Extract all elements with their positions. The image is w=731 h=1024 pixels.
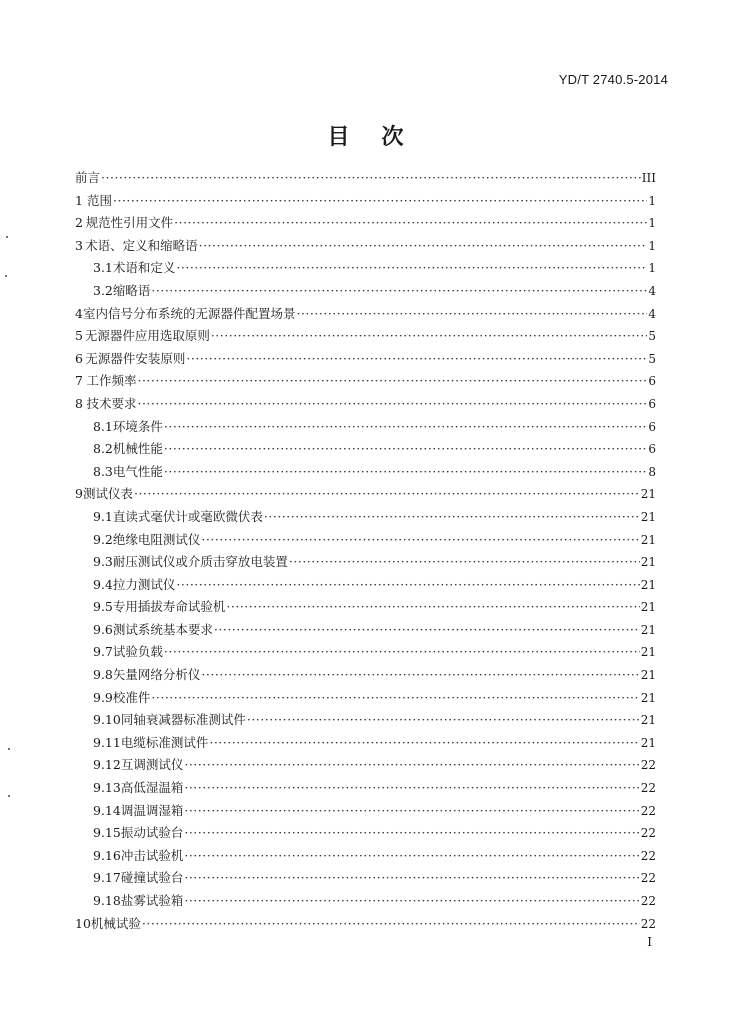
toc-entry-label: 无源器件应用选取原则 xyxy=(84,328,210,344)
toc-entry[interactable] xyxy=(75,755,656,778)
toc-leader-dots xyxy=(176,577,639,592)
toc-entry-number: 2 xyxy=(75,215,83,231)
toc-entry-page: 5 xyxy=(648,329,656,344)
toc-entry-label: 直读式毫伏计或毫欧微伏表 xyxy=(112,508,263,524)
toc-entry[interactable] xyxy=(75,710,656,733)
toc-entry-page: 1 xyxy=(648,261,656,276)
toc-leader-dots xyxy=(174,215,647,230)
toc-entry-label: 无源器件安装原则 xyxy=(85,350,186,366)
toc-leader-dots xyxy=(184,848,639,863)
toc-entry-page: 1 xyxy=(648,193,656,208)
toc-leader-dots xyxy=(151,283,647,298)
toc-entry-page: 22 xyxy=(640,916,656,931)
toc-entry-label: 电缆标准测试件 xyxy=(120,734,209,750)
toc-entry-page: 6 xyxy=(648,419,656,434)
toc-entry-page: 21 xyxy=(640,690,656,705)
toc-entry[interactable] xyxy=(75,439,656,462)
toc-entry[interactable] xyxy=(75,462,656,485)
toc-entry[interactable] xyxy=(75,507,656,530)
toc-entry-label: 拉力测试仪 xyxy=(112,576,176,592)
toc-entry[interactable] xyxy=(75,371,656,394)
toc-entry-number: 8.3 xyxy=(93,463,113,479)
toc-leader-dots xyxy=(289,554,640,569)
toc-entry-page: 21 xyxy=(640,509,656,524)
toc-entry-label: 测试系统基本要求 xyxy=(112,621,213,637)
toc-entry-number: 前 xyxy=(75,170,88,185)
toc-entry-number: 3.2 xyxy=(93,282,113,298)
toc-entry-page: 21 xyxy=(640,577,656,592)
toc-entry[interactable] xyxy=(75,868,656,891)
toc-entry-label: 缩略语 xyxy=(112,282,151,298)
toc-leader-dots xyxy=(137,396,647,411)
toc-entry-label: 盐雾试验箱 xyxy=(120,893,184,908)
toc-entry[interactable] xyxy=(75,597,656,620)
toc-leader-dots xyxy=(184,893,639,908)
toc-entry[interactable] xyxy=(75,801,656,824)
toc-entry-page: 21 xyxy=(640,713,656,728)
toc-entry[interactable] xyxy=(75,620,656,643)
toc-entry[interactable] xyxy=(75,281,656,304)
toc-entry-label: 校准件 xyxy=(112,689,151,705)
toc-leader-dots xyxy=(214,622,640,637)
toc-entry[interactable] xyxy=(75,417,656,440)
document-id: YD/T 2740.5-2014 xyxy=(558,72,668,87)
scan-speck xyxy=(8,795,10,797)
toc-entry[interactable] xyxy=(75,688,656,711)
toc-entry-page: 22 xyxy=(640,758,656,773)
toc-entry-label: 调温调湿箱 xyxy=(120,802,184,818)
toc-entry-number: 9.7 xyxy=(93,644,113,660)
toc-entry-page: 22 xyxy=(640,781,656,796)
toc-entry[interactable] xyxy=(75,733,656,756)
toc-leader-dots xyxy=(113,193,647,208)
toc-entry-page: 4 xyxy=(648,283,656,298)
scan-speck xyxy=(8,748,10,750)
toc-entry[interactable] xyxy=(75,191,656,214)
toc-entry-number: 9 xyxy=(75,486,83,502)
toc-entry[interactable] xyxy=(75,394,656,417)
toc-entry-page: 6 xyxy=(648,442,656,457)
toc-entry-page: 21 xyxy=(640,555,656,570)
toc-leader-dots xyxy=(184,825,639,840)
toc-entry-number: 1 xyxy=(75,192,83,208)
toc-entry-label: 同轴衰减器标准测试件 xyxy=(120,712,246,728)
toc-entry-number: 8 xyxy=(75,395,83,411)
toc-entry-page: 22 xyxy=(640,826,656,841)
toc-leader-dots xyxy=(164,464,647,479)
toc-entry[interactable] xyxy=(75,891,656,914)
toc-leader-dots xyxy=(199,238,648,253)
toc-entry-label: 测试仪表 xyxy=(82,486,133,502)
toc-leader-dots xyxy=(209,735,639,750)
toc-entry-label: 试验负载 xyxy=(112,644,163,660)
scan-speck xyxy=(5,275,7,277)
toc-entry[interactable] xyxy=(75,168,656,191)
table-of-contents xyxy=(75,168,656,936)
toc-leader-dots xyxy=(101,170,641,185)
toc-leader-dots xyxy=(184,757,639,772)
toc-entry-number: 8.1 xyxy=(93,418,113,434)
toc-entry[interactable] xyxy=(75,236,656,259)
toc-leader-dots xyxy=(151,690,639,705)
toc-entry-page: 4 xyxy=(648,306,656,321)
toc-entry-label: 言 xyxy=(87,170,101,185)
toc-entry-label: 冲击试验机 xyxy=(120,847,184,863)
toc-entry-number: 9.2 xyxy=(93,531,113,547)
scan-speck xyxy=(6,236,8,238)
toc-entry-page: 21 xyxy=(640,532,656,547)
toc-entry-label: 术语、定义和缩略语 xyxy=(85,237,198,253)
toc-leader-dots xyxy=(134,486,640,501)
toc-entry-number: 9.13 xyxy=(93,780,121,796)
toc-entry-label: 电气性能 xyxy=(112,463,163,479)
toc-entry-page: 1 xyxy=(648,216,656,231)
toc-entry-number: 9.18 xyxy=(93,893,121,908)
toc-entry-label: 绝缘电阻测试仪 xyxy=(112,531,201,547)
toc-entry-number: 5 xyxy=(75,328,83,344)
toc-entry-page: 22 xyxy=(640,803,656,818)
toc-entry[interactable] xyxy=(75,665,656,688)
toc-entry-number: 9.3 xyxy=(93,554,113,570)
toc-entry[interactable] xyxy=(75,552,656,575)
toc-entry-number: 9.4 xyxy=(93,576,113,592)
toc-entry-label: 范围 xyxy=(87,192,113,208)
toc-entry[interactable] xyxy=(75,642,656,665)
toc-entry-number: 4 xyxy=(75,305,83,321)
toc-entry[interactable] xyxy=(75,349,656,372)
toc-entry-page: 5 xyxy=(648,351,656,366)
toc-entry-number: 9.14 xyxy=(93,802,121,818)
toc-entry-label: 术语和定义 xyxy=(112,260,176,276)
toc-entry-number: 3 xyxy=(75,237,83,253)
toc-entry-page: 1 xyxy=(648,238,656,253)
toc-entry-label: 高低湿温箱 xyxy=(120,780,184,796)
toc-entry-number: 9.6 xyxy=(93,621,113,637)
toc-entry[interactable] xyxy=(75,823,656,846)
toc-leader-dots xyxy=(142,916,640,931)
toc-entry-label: 工作频率 xyxy=(86,373,137,389)
toc-entry[interactable] xyxy=(75,846,656,869)
toc-leader-dots xyxy=(137,373,647,388)
toc-entry-number: 9.16 xyxy=(93,847,121,863)
toc-entry[interactable] xyxy=(75,575,656,598)
page-number: I xyxy=(647,935,652,949)
toc-entry-label: 机械性能 xyxy=(112,441,163,457)
toc-leader-dots xyxy=(164,644,640,659)
toc-leader-dots xyxy=(184,870,639,885)
toc-leader-dots xyxy=(201,532,639,547)
toc-entry-number: 9.12 xyxy=(93,757,121,773)
toc-leader-dots xyxy=(184,803,639,818)
toc-entry[interactable] xyxy=(75,304,656,327)
toc-leader-dots xyxy=(186,351,647,366)
toc-entry-page: 22 xyxy=(640,894,656,908)
toc-entry-number: 9.17 xyxy=(93,870,121,886)
toc-entry-label: 环境条件 xyxy=(112,418,163,434)
toc-leader-dots xyxy=(296,306,647,321)
toc-entry-label: 矢量网络分析仪 xyxy=(112,667,201,683)
toc-entry-page: 21 xyxy=(640,645,656,660)
toc-entry-number: 6 xyxy=(75,350,83,366)
toc-entry-page: III xyxy=(641,171,656,185)
toc-entry-page: 21 xyxy=(640,600,656,615)
page-title: 目次 xyxy=(327,124,436,150)
toc-leader-dots xyxy=(247,712,640,727)
toc-entry-number: 3.1 xyxy=(93,260,113,276)
toc-entry-number: 9.10 xyxy=(93,712,121,728)
toc-entry-number: 9.5 xyxy=(93,599,113,615)
toc-entry-page: 21 xyxy=(640,735,656,750)
toc-leader-dots xyxy=(164,419,647,434)
toc-entry-label: 室内信号分布系统的无源器件配置场景 xyxy=(82,305,296,321)
toc-entry-number: 9.8 xyxy=(93,667,113,683)
toc-leader-dots xyxy=(264,509,640,524)
toc-leader-dots xyxy=(201,667,639,682)
toc-entry-label: 振动试验台 xyxy=(120,825,184,841)
toc-entry-label: 互调测试仪 xyxy=(120,757,184,773)
toc-leader-dots xyxy=(211,328,648,343)
toc-entry-page: 21 xyxy=(640,668,656,683)
toc-entry-label: 技术要求 xyxy=(86,395,137,411)
toc-entry-page: 21 xyxy=(640,487,656,502)
toc-entry[interactable] xyxy=(75,258,656,281)
toc-entry-label: 机械试验 xyxy=(90,915,141,931)
toc-entry[interactable] xyxy=(75,778,656,801)
toc-leader-dots xyxy=(184,780,639,795)
toc-entry-number: 7 xyxy=(75,373,83,389)
toc-entry-number: 9.1 xyxy=(93,508,113,524)
toc-entry-page: 22 xyxy=(640,871,656,886)
toc-entry[interactable] xyxy=(75,530,656,553)
toc-entry-page: 6 xyxy=(648,374,656,389)
toc-leader-dots xyxy=(164,441,647,456)
toc-entry-page: 22 xyxy=(640,848,656,863)
toc-entry-number: 8.2 xyxy=(93,441,113,457)
toc-leader-dots xyxy=(176,260,647,275)
toc-entry[interactable] xyxy=(75,213,656,236)
toc-entry-label: 耐压测试仪或介质击穿放电装置 xyxy=(112,554,288,570)
toc-entry-label: 碰撞试验台 xyxy=(120,870,184,886)
toc-entry-number: 9.15 xyxy=(93,825,121,841)
toc-entry[interactable] xyxy=(75,914,656,937)
toc-leader-dots xyxy=(226,599,639,614)
toc-entry-label: 专用插拔寿命试验机 xyxy=(112,599,226,615)
toc-entry-number: 9.9 xyxy=(93,689,113,705)
toc-entry-number: 9.11 xyxy=(93,734,121,750)
toc-entry-label: 规范性引用文件 xyxy=(85,215,174,231)
toc-entry-page: 6 xyxy=(648,396,656,411)
toc-entry-number: 10 xyxy=(75,915,91,931)
toc-entry[interactable] xyxy=(75,484,656,507)
toc-entry[interactable] xyxy=(75,326,656,349)
toc-entry-page: 8 xyxy=(648,464,656,479)
toc-entry-page: 21 xyxy=(640,622,656,637)
